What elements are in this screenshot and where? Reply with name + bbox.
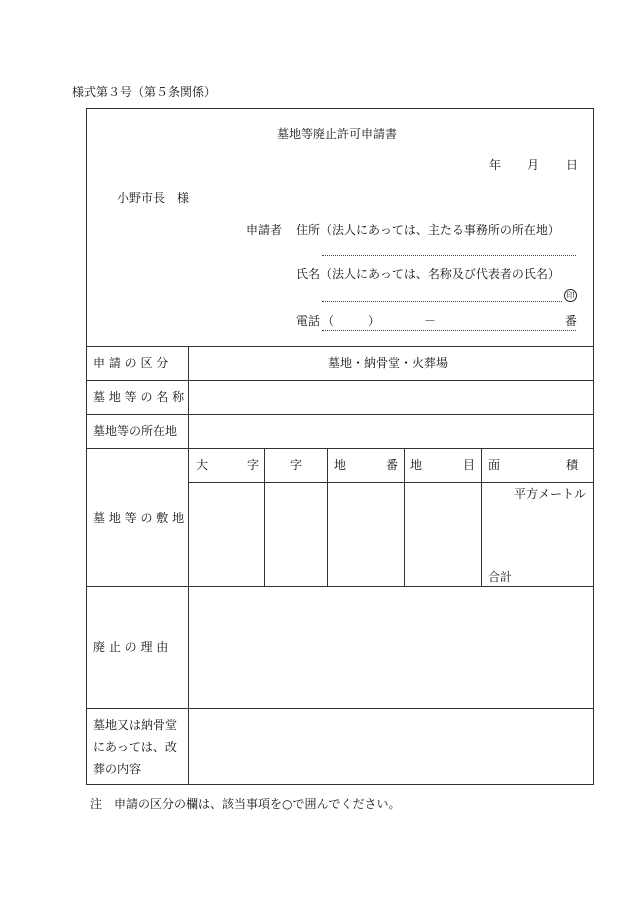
reburial-label-line2: にあっては、改 — [93, 740, 177, 754]
col-area-1: 面 — [488, 458, 501, 472]
row-divider — [86, 586, 594, 587]
row-divider — [188, 482, 594, 483]
col-chiban-1: 地 — [334, 458, 347, 472]
cemetery-location-label: 墓地等の所在地 — [93, 424, 178, 438]
phone-label: 電話 — [296, 314, 321, 328]
seal-mark: 印 — [564, 289, 577, 302]
col-area-2: 積 — [566, 458, 579, 472]
col-oaza-1: 大 — [196, 458, 209, 472]
col-chiban-2: 番 — [386, 458, 399, 472]
addressee: 小野市長 様 — [117, 191, 190, 205]
col-divider — [404, 448, 405, 586]
phone-ban: 番 — [565, 314, 578, 328]
applicant-label: 申請者 — [246, 223, 283, 237]
category-value[interactable]: 墓地・納骨堂・火葬場 — [328, 356, 449, 370]
phone-dash: － — [424, 314, 437, 328]
address-label: 住所（法人にあっては、主たる事務所の所在地） — [296, 223, 560, 237]
row-divider — [86, 346, 594, 347]
phone-field[interactable] — [322, 330, 576, 331]
cemetery-site-label: 墓 地 等 の 敷 地 — [93, 511, 185, 525]
col-divider — [327, 448, 328, 586]
cemetery-name-label: 墓 地 等 の 名 称 — [93, 390, 185, 404]
name-label: 氏名（法人にあっては、名称及び代表者の氏名） — [296, 267, 560, 281]
row-divider — [86, 708, 594, 709]
date-day: 日 — [566, 158, 579, 172]
date-year: 年 — [489, 158, 502, 172]
reburial-label-line1: 墓地又は納骨堂 — [93, 718, 178, 732]
form-number: 様式第３号（第５条関係） — [72, 85, 217, 99]
address-field[interactable] — [322, 255, 576, 256]
col-divider — [481, 448, 482, 586]
col-chimoku-1: 地 — [410, 458, 423, 472]
area-unit: 平方メートル — [514, 487, 587, 501]
row-divider — [86, 380, 594, 381]
date-month: 月 — [527, 158, 540, 172]
area-total: 合計 — [488, 570, 513, 584]
reburial-label-line3: 葬の内容 — [93, 762, 142, 776]
row-divider — [86, 448, 594, 449]
col-divider — [264, 448, 265, 586]
phone-close-paren: ） — [368, 314, 381, 328]
page-title: 墓地等廃止許可申請書 — [277, 127, 398, 141]
row-divider — [86, 414, 594, 415]
abolition-reason-label: 廃 止 の 理 由 — [93, 640, 169, 654]
category-label: 申 請 の 区 分 — [93, 356, 169, 370]
phone-open-paren: （ — [322, 314, 335, 328]
col-aza: 字 — [290, 458, 303, 472]
col-chimoku-2: 目 — [463, 458, 476, 472]
name-field[interactable] — [322, 301, 562, 302]
footnote: 注 申請の区分の欄は、該当事項を○で囲んでください。 — [90, 797, 401, 811]
col-divider — [188, 346, 189, 785]
col-oaza-2: 字 — [247, 458, 260, 472]
form-frame — [86, 108, 594, 785]
